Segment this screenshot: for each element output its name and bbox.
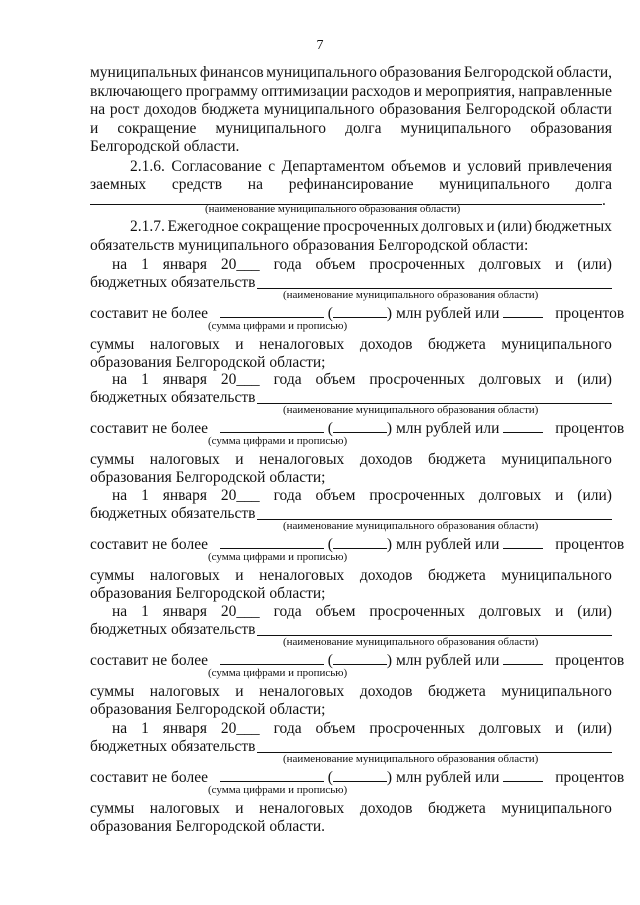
word: долговых: [478, 371, 542, 388]
word: доходов: [359, 451, 413, 468]
word: сокращение: [241, 218, 321, 235]
word: направленные: [518, 83, 612, 100]
word: муниципального: [266, 64, 377, 81]
block-amount-line: [90, 768, 625, 787]
word: налоговых: [149, 800, 220, 817]
mln-or: млн рублей или: [395, 652, 500, 669]
percent-label: процентов: [555, 420, 625, 437]
word: января: [162, 720, 208, 737]
word: просроченных: [369, 487, 465, 504]
word: просроченных: [369, 603, 465, 620]
blank-mo-name: [257, 274, 612, 289]
caption-sum: (сумма цифрами и прописью): [208, 667, 348, 679]
word: долговых: [421, 218, 484, 235]
mln-or: млн рублей или: [395, 305, 500, 322]
block-sums-line: [90, 336, 612, 354]
word: Белгородской: [465, 101, 556, 118]
word: налоговых: [149, 683, 220, 700]
word: (или): [577, 720, 612, 737]
word: муниципального: [263, 101, 375, 118]
paren-open: (: [327, 305, 333, 322]
word: 1: [141, 487, 149, 504]
obligations-label: бюджетных обязательств: [90, 621, 256, 638]
word: 20___: [220, 256, 260, 273]
word: и: [486, 218, 495, 235]
word: муниципального: [501, 683, 612, 700]
word: образования: [379, 101, 461, 118]
word: (или): [577, 371, 612, 388]
block-date-line: [112, 603, 612, 621]
block-date-line: [112, 720, 612, 738]
word: 1: [141, 720, 149, 737]
word: программу: [185, 83, 258, 100]
word: (или): [577, 603, 612, 620]
paren-open: (: [327, 420, 333, 437]
word: года: [273, 487, 302, 504]
word: суммы: [90, 336, 135, 353]
blank-mo-name: [257, 621, 612, 636]
word: и: [555, 720, 564, 737]
word: объем: [315, 603, 356, 620]
blank-percent: [503, 419, 543, 433]
word: (или): [497, 218, 533, 235]
word: января: [162, 603, 208, 620]
word: муниципального: [501, 800, 612, 817]
blank-sum-words: [333, 535, 387, 549]
word: просроченных: [369, 371, 465, 388]
intro-line-5: Белгородской области.: [90, 138, 240, 155]
word: неналоговых: [259, 683, 345, 700]
word: доходов: [359, 567, 413, 584]
word: и: [452, 158, 461, 175]
intro-line-3: [90, 101, 612, 119]
blank-sum-digits: [220, 768, 324, 782]
word: долга: [575, 176, 612, 193]
word: мероприятия,: [425, 83, 516, 100]
caption-mo-name: (наименование муниципального образования области): [283, 636, 539, 648]
word: муниципального: [439, 176, 550, 193]
caption-mo-name: (наименование муниципального образования области): [283, 520, 539, 532]
word: бюджета: [428, 683, 486, 700]
word: года: [273, 720, 302, 737]
amount-prefix: составит не более: [90, 305, 208, 322]
blank-sum-digits: [220, 419, 324, 433]
word: муниципального: [501, 451, 612, 468]
block-amount-line: [90, 304, 625, 323]
word: и: [555, 603, 564, 620]
blank-sum-words: [333, 419, 387, 433]
word: расходов: [351, 83, 411, 100]
block-sums-line: [90, 683, 612, 701]
word: заемных: [90, 176, 147, 193]
word: бюджета: [428, 567, 486, 584]
blank-mo-name: [257, 389, 612, 404]
word: области,: [556, 64, 612, 81]
word: на: [112, 720, 128, 737]
word: на: [90, 101, 106, 118]
word: 20___: [220, 371, 260, 388]
intro-line-4: [90, 120, 612, 138]
obligations-label: бюджетных обязательств: [90, 274, 256, 291]
block-mo-end-line: образования Белгородской области.: [90, 818, 326, 835]
word: бюджета: [201, 101, 260, 118]
obligations-label: бюджетных обязательств: [90, 738, 256, 755]
mln-or: млн рублей или: [395, 420, 500, 437]
page-number: 7: [316, 38, 324, 53]
word: на: [112, 603, 128, 620]
p217-line-2: обязательств муниципального образования Белгородской области:: [90, 237, 529, 254]
word: бюджета: [428, 336, 486, 353]
caption-mo-name: (наименование муниципального образования области): [283, 753, 539, 765]
word: января: [162, 487, 208, 504]
word: и: [90, 120, 99, 137]
word: объем: [315, 487, 356, 504]
word: (или): [577, 487, 612, 504]
block-mo-end-line: образования Белгородской области;: [90, 585, 326, 602]
obligations-label: бюджетных обязательств: [90, 505, 256, 522]
word: января: [162, 371, 208, 388]
paren-close: ): [386, 652, 393, 669]
paren-close: ): [386, 420, 393, 437]
word: и: [235, 683, 244, 700]
mln-or: млн рублей или: [395, 536, 500, 553]
word: финансов: [199, 64, 264, 81]
percent-label: процентов: [555, 536, 625, 553]
word: года: [273, 256, 302, 273]
obligations-label: бюджетных обязательств: [90, 389, 256, 406]
paren-close: ): [386, 536, 393, 553]
block-sums-line: [90, 451, 612, 469]
word: долговых: [478, 487, 542, 504]
block-mo-end-line: образования Белгородской области;: [90, 469, 326, 486]
word: и: [555, 371, 564, 388]
percent-label: процентов: [555, 769, 625, 786]
word: доходов: [144, 101, 197, 118]
word: 1: [141, 256, 149, 273]
paren-open: (: [327, 652, 333, 669]
word: года: [273, 371, 302, 388]
word: бюджета: [428, 451, 486, 468]
word: налоговых: [149, 567, 220, 584]
caption-sum: (сумма цифрами и прописью): [208, 551, 348, 563]
paren-open: (: [327, 536, 333, 553]
word: суммы: [90, 683, 135, 700]
word: неналоговых: [259, 336, 345, 353]
blank-percent: [503, 768, 543, 782]
amount-prefix: составит не более: [90, 536, 208, 553]
amount-prefix: составит не более: [90, 420, 208, 437]
word: 20___: [220, 603, 260, 620]
word: условий: [467, 158, 522, 175]
word: доходов: [359, 336, 413, 353]
word: и: [413, 83, 423, 100]
word: долговых: [478, 256, 542, 273]
paren-open: (: [327, 769, 333, 786]
paren-close: ): [386, 305, 393, 322]
word: области: [560, 101, 612, 118]
blank-percent: [503, 304, 543, 318]
period: .: [602, 192, 606, 209]
word: Ежегодное: [167, 218, 239, 235]
word: сокращение: [117, 120, 197, 137]
word: объемов: [391, 158, 447, 175]
word: муниципального: [501, 336, 612, 353]
word: бюджетных: [534, 218, 612, 235]
block-mo-end-line: образования Белгородской области;: [90, 701, 326, 718]
block-date-line: [112, 256, 612, 274]
percent-label: процентов: [555, 305, 625, 322]
block-sums-line: [90, 800, 612, 818]
blank-sum-digits: [220, 651, 324, 665]
word: и: [235, 451, 244, 468]
blank-sum-words: [333, 651, 387, 665]
word: и: [235, 336, 244, 353]
blank-sum-digits: [220, 304, 324, 318]
word: доходов: [359, 800, 413, 817]
word: неналоговых: [259, 567, 345, 584]
word: 1: [141, 603, 149, 620]
block-amount-line: [90, 651, 625, 670]
word: неналоговых: [259, 800, 345, 817]
intro-line-2: [90, 83, 612, 101]
word: рост: [109, 101, 140, 118]
word: суммы: [90, 567, 135, 584]
word: долговых: [478, 603, 542, 620]
block-sums-line: [90, 567, 612, 585]
word: Белгородской: [463, 64, 554, 81]
blank-mo-name: [257, 738, 612, 753]
word: привлечения: [527, 158, 612, 175]
word: и: [235, 800, 244, 817]
mln-or: млн рублей или: [395, 769, 500, 786]
word: долга: [345, 120, 382, 137]
word: рефинансирование: [288, 176, 414, 193]
block-date-line: [112, 487, 612, 505]
block-date-line: [112, 371, 612, 389]
blank-sum-digits: [220, 535, 324, 549]
word: и: [555, 256, 564, 273]
word: доходов: [359, 683, 413, 700]
caption-mo-name: (наименование муниципального образования области): [283, 404, 539, 416]
word: Департаментом: [281, 158, 385, 175]
word: объем: [315, 720, 356, 737]
word: средств: [171, 176, 223, 193]
caption-sum: (сумма цифрами и прописью): [208, 784, 348, 796]
word: 2.1.6.: [130, 158, 165, 175]
word: на: [247, 176, 263, 193]
word: и: [235, 567, 244, 584]
word: суммы: [90, 800, 135, 817]
word: неналоговых: [259, 451, 345, 468]
word: Согласование: [171, 158, 262, 175]
intro-line-1: [90, 64, 612, 82]
word: налоговых: [149, 336, 220, 353]
caption-sum: (сумма цифрами и прописью): [208, 320, 348, 332]
word: налоговых: [149, 451, 220, 468]
percent-label: процентов: [555, 652, 625, 669]
word: долговых: [478, 720, 542, 737]
word: объем: [315, 256, 356, 273]
word: просроченных: [369, 256, 465, 273]
paren-close: ): [386, 769, 393, 786]
amount-prefix: составит не более: [90, 652, 208, 669]
word: января: [162, 256, 208, 273]
amount-prefix: составит не более: [90, 769, 208, 786]
word: суммы: [90, 451, 135, 468]
word: муниципального: [400, 120, 512, 137]
blank-sum-words: [333, 304, 387, 318]
blank-percent: [503, 535, 543, 549]
word: 1: [141, 371, 149, 388]
word: 20___: [220, 720, 260, 737]
word: 2.1.7.: [130, 218, 165, 235]
word: образования: [379, 64, 462, 81]
word: 20___: [220, 487, 260, 504]
p217-line-1: [130, 218, 612, 236]
word: и: [555, 487, 564, 504]
block-mo-end-line: образования Белгородской области;: [90, 354, 326, 371]
word: на: [112, 256, 128, 273]
word: года: [273, 603, 302, 620]
word: на: [112, 487, 128, 504]
word: муниципальных: [90, 64, 198, 81]
blank-percent: [503, 651, 543, 665]
word: объем: [315, 371, 356, 388]
word: бюджета: [428, 800, 486, 817]
word: с: [268, 158, 276, 175]
caption-sum: (сумма цифрами и прописью): [208, 435, 348, 447]
word: муниципального: [501, 567, 612, 584]
word: образования: [530, 120, 612, 137]
block-amount-line: [90, 419, 625, 438]
word: муниципального: [215, 120, 327, 137]
p216-line-1: [130, 158, 612, 176]
word: просроченных: [369, 720, 465, 737]
blank-sum-words: [333, 768, 387, 782]
word: оптимизации: [261, 83, 349, 100]
caption-mo-name: (наименование муниципального образования области): [283, 289, 539, 301]
block-amount-line: [90, 535, 625, 554]
word: включающего: [90, 83, 183, 100]
blank-mo-name: [257, 505, 612, 520]
word: (или): [577, 256, 612, 273]
caption-mo-name: (наименование муниципального образования области): [205, 203, 461, 215]
word: на: [112, 371, 128, 388]
word: просроченных: [323, 218, 419, 235]
